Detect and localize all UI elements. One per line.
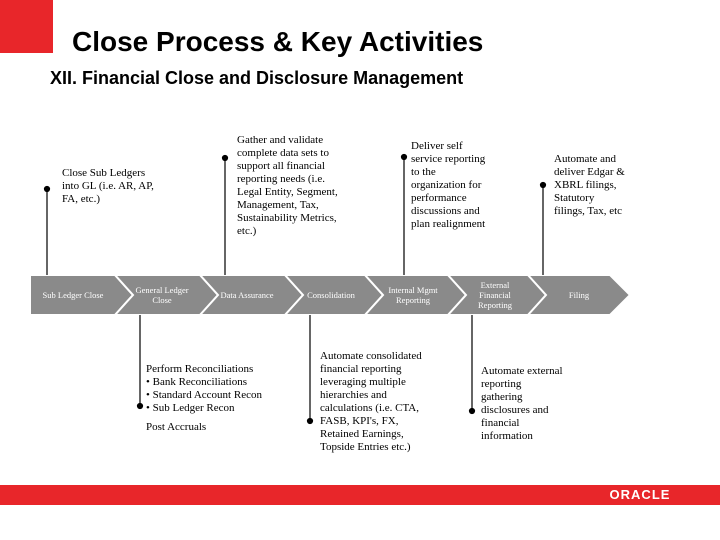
note-above-sub-ledger: Close Sub Ledgers into GL (i.e. AR, AP, FA, etc.) (62, 167, 154, 205)
connector-dot-below-2 (308, 419, 313, 424)
page-title: Close Process & Key Activities (72, 26, 484, 57)
note-below-external-reporting: Automate external reporting gathering disclosures and financial information (481, 365, 563, 442)
step-label-external-financial-reporting: External Financial Reporting (478, 280, 512, 310)
note-above-internal-reporting: Deliver self service reporting to the organization for performance discussions and plan realignment (411, 140, 486, 230)
oracle-logo: ORACLE (609, 487, 671, 502)
step-label-consolidation: Consolidation (307, 290, 355, 300)
step-label-internal-mgmt-reporting: Internal Mgmt Reporting (388, 285, 438, 305)
connector-dot-above-1 (45, 187, 50, 192)
connector-dot-above-4 (541, 183, 546, 188)
page-subtitle: XII. Financial Close and Disclosure Management (50, 68, 464, 88)
step-label-data-assurance: Data Assurance (220, 290, 274, 300)
note-below-reconciliations: Perform Reconciliations • Bank Reconciliations • Standard Account Recon • Sub Ledger Recon Post Accruals (146, 363, 262, 433)
note-below-consolidation: Automate consolidated financial reporting leveraging multiple hierarchies and calculations (i.e. CTA, FASB, KPI's, FX, Retained Earnings, Topside Entries etc.) (320, 350, 422, 453)
connector-dot-above-2 (223, 156, 228, 161)
connector-dot-below-1 (138, 404, 143, 409)
note-above-filing: Automate and deliver Edgar & XBRL filings, Statutory filings, Tax, etc (554, 153, 625, 217)
step-label-filing: Filing (568, 290, 590, 300)
connector-dot-above-3 (402, 155, 407, 160)
step-label-sub-ledger-close: Sub Ledger Close (42, 290, 104, 300)
note-above-data-assurance: Gather and validate complete data sets to support all financial reporting needs (i.e. Legal Entity, Segment, Management, Tax, Sustainability Metrics, etc.) (237, 134, 338, 237)
connector-dot-below-3 (470, 409, 475, 414)
step-label-general-ledger-close: General Ledger Close (135, 285, 189, 305)
